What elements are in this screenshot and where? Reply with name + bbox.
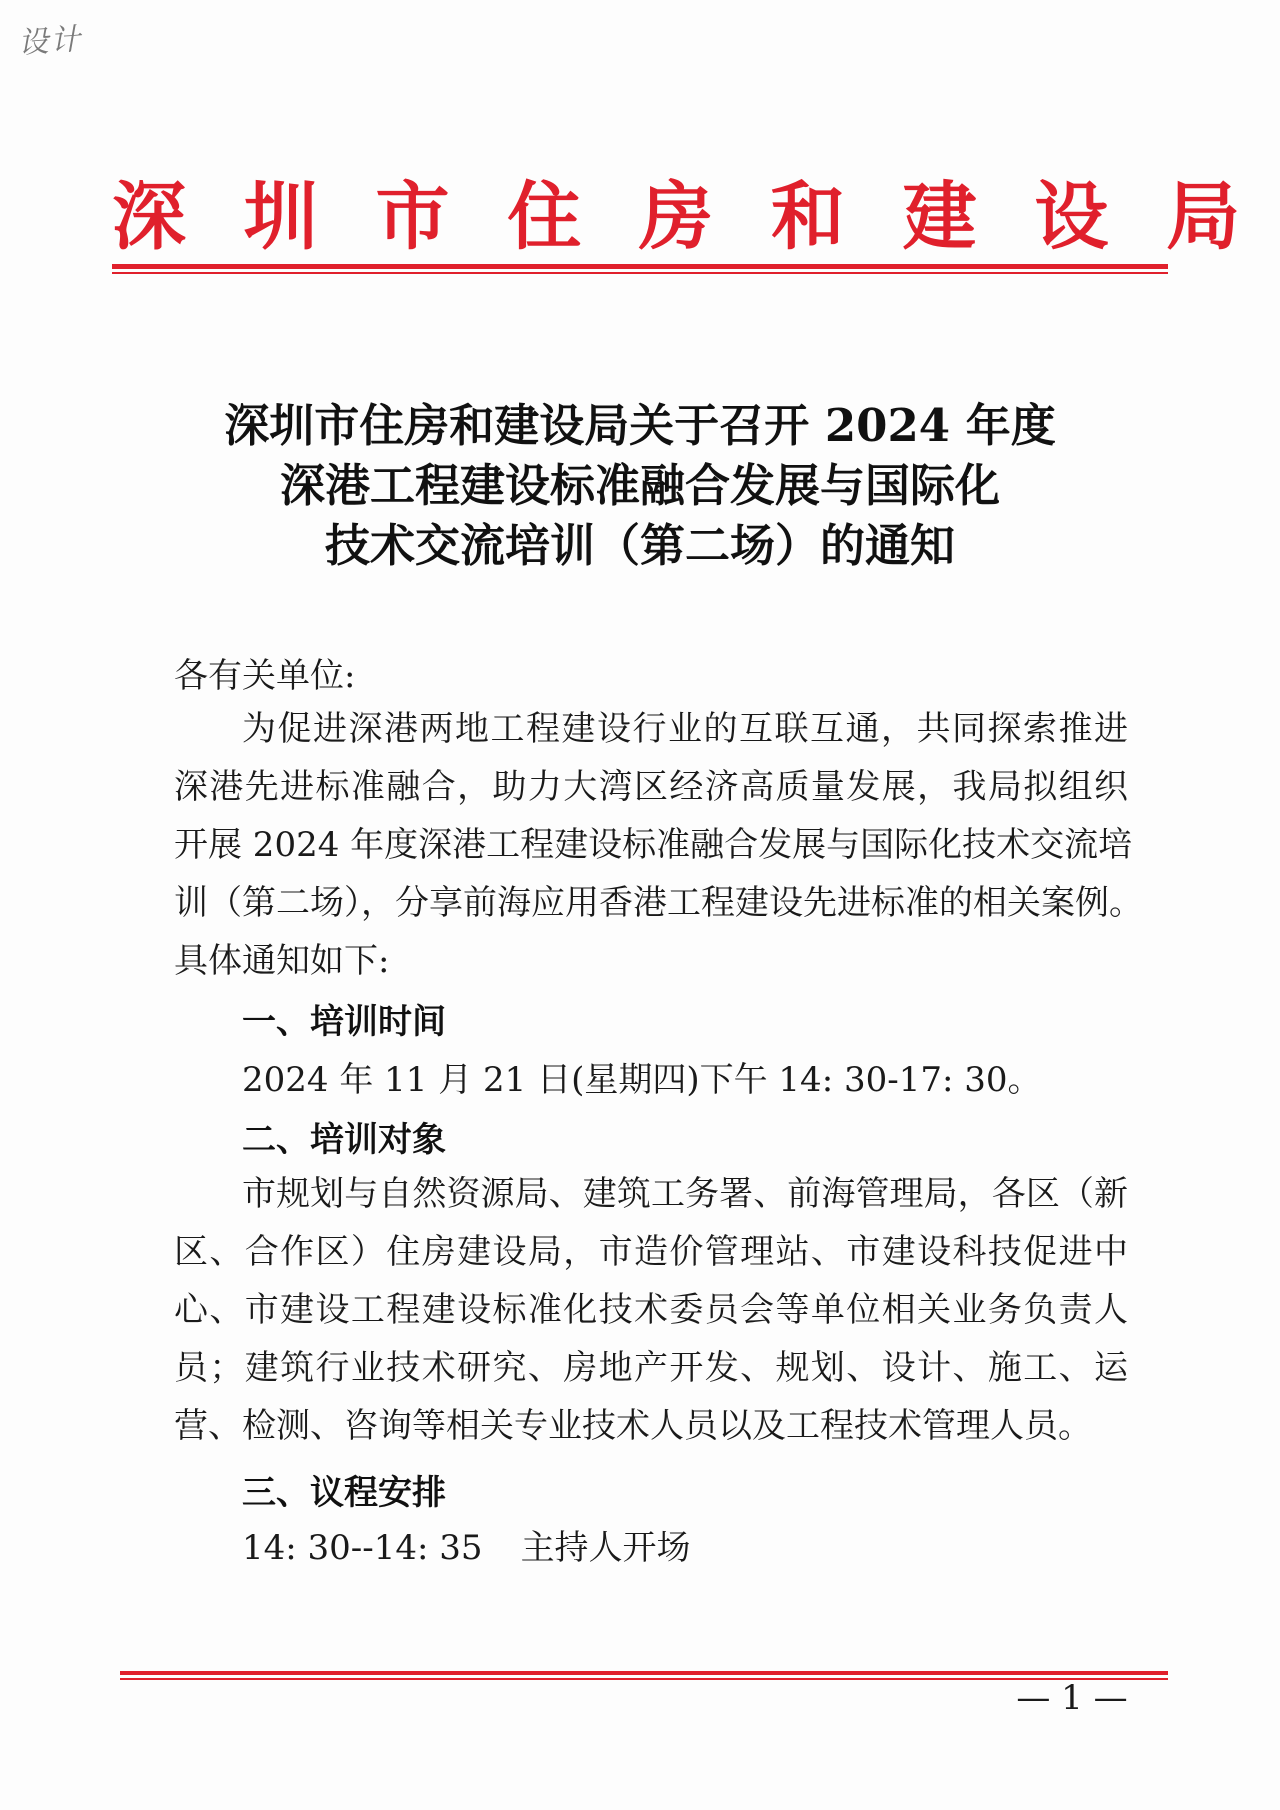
paragraph-line: 员；建筑行业技术研究、房地产开发、规划、设计、施工、运	[174, 1348, 1128, 1388]
section-heading-audience: 二、培训对象	[242, 1120, 446, 1160]
paragraph-line: 营、检测、咨询等相关专业技术人员以及工程技术管理人员。	[174, 1406, 1092, 1446]
handwritten-note: 设计	[17, 21, 84, 62]
document-title-line: 技术交流培训（第二场）的通知	[324, 519, 955, 572]
intro-paragraph	[174, 700, 1143, 990]
paragraph-line: 市规划与自然资源局、建筑工务署、前海管理局，各区（新	[242, 1174, 1128, 1214]
page-number: — 1 —	[1016, 1678, 1128, 1718]
footer-rule-thick	[120, 1671, 1168, 1675]
agenda-row	[242, 1520, 691, 1569]
paragraph-line: 训（第二场），分享前海应用香港工程建设先进标准的相关案例。	[174, 883, 1143, 923]
audience-paragraph	[174, 1165, 1128, 1455]
agenda-time: 14: 30--14: 35	[242, 1528, 483, 1568]
section-heading-time: 一、培训时间	[242, 1002, 446, 1042]
salutation: 各有关单位:	[174, 656, 356, 696]
agenda-item: 主持人开场	[520, 1528, 691, 1568]
header-rule-thick	[112, 264, 1168, 269]
training-time-text: 2024 年 11 月 21 日(星期四)下午 14: 30-17: 30。	[242, 1060, 1042, 1100]
paragraph-line: 心、市建设工程建设标准化技术委员会等单位相关业务负责人	[174, 1290, 1128, 1330]
section-heading-agenda: 三、议程安排	[242, 1473, 446, 1513]
paragraph-line: 区、合作区）住房建设局，市造价管理站、市建设科技促进中	[174, 1232, 1128, 1272]
paragraph-line: 深港先进标准融合，助力大湾区经济高质量发展，我局拟组织	[174, 767, 1128, 807]
header-rule-thin	[112, 272, 1168, 274]
paragraph-line: 开展 2024 年度深港工程建设标准融合发展与国际化技术交流培	[174, 825, 1133, 865]
agency-header-title: 深 圳 市 住 房 和 建 设 局	[112, 174, 1257, 260]
paragraph-line: 具体通知如下:	[174, 941, 390, 981]
paragraph-line: 为促进深港两地工程建设行业的互联互通，共同探索推进	[242, 709, 1128, 749]
document-title-line: 深圳市住房和建设局关于召开 2024 年度	[224, 399, 1056, 452]
footer-rule-thin	[120, 1678, 1168, 1680]
document-title	[140, 396, 1140, 576]
document-title-line: 深港工程建设标准融合发展与国际化	[279, 459, 1000, 512]
